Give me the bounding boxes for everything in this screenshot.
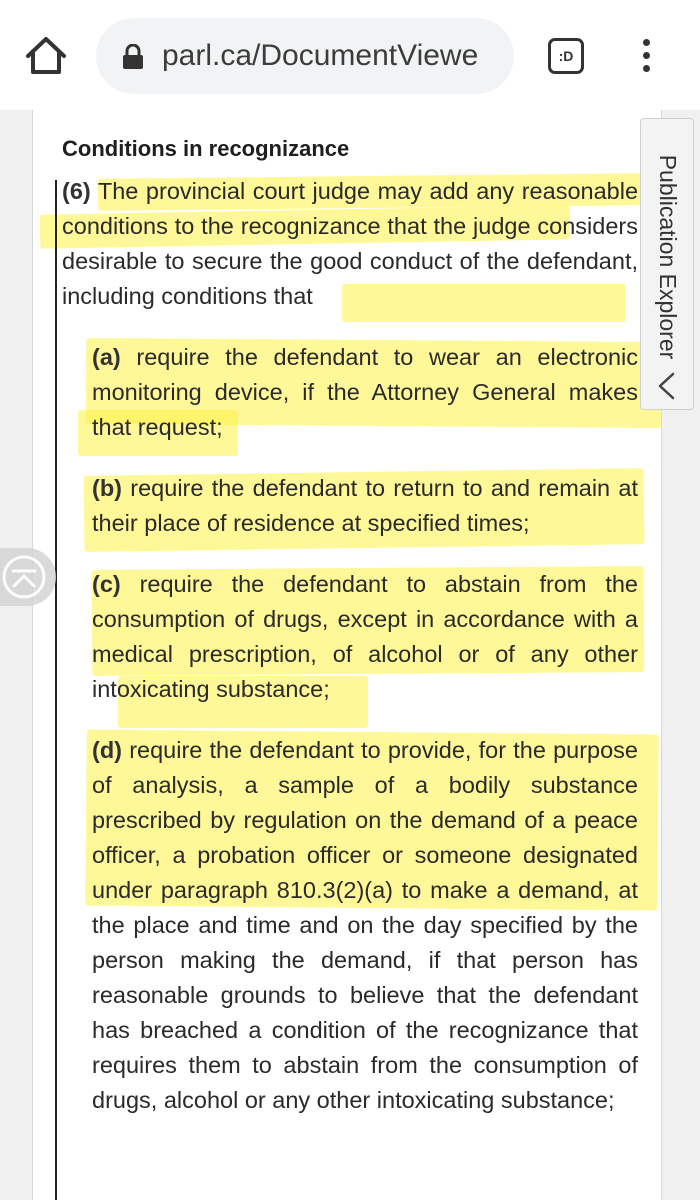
publication-explorer-label: Publication Explorer: [655, 154, 681, 360]
url-text[interactable]: parl.ca/DocumentViewe: [162, 39, 479, 72]
lock-icon: [122, 44, 144, 70]
publication-explorer-tab[interactable]: [640, 118, 694, 410]
subsection-marker: (6): [62, 178, 91, 204]
chevron-left-icon: [655, 371, 679, 401]
scroll-to-top-button[interactable]: [0, 548, 56, 606]
paragraph-text: require the defendant to provide, for the purpose of analysis, a sample of a bodily substance prescribed by regulation on the demand of a peace officer, a probation officer or someone designated under paragraph 810.3(2)(a) to make a demand, at the place and time and on the day specified by the person making the demand, if that person has reasonable grounds to believe that the defendant has breached a condition of the recognizance that requires them to abstain from the consumption of drugs, alcohol or any other intoxicating substance;: [92, 737, 639, 1113]
paragraph-text: require the defendant to wear an electronic monitoring device, if the Attorney General makes that request;: [92, 344, 638, 440]
paragraph-marker: (d): [92, 737, 123, 763]
subsection-text: The provincial court judge may add any reasonable conditions to the recognizance that the judge considers desirable to secure the good conduct of the defendant, including conditions that: [62, 178, 639, 309]
home-icon[interactable]: [22, 32, 70, 80]
tab-switcher-button[interactable]: :D: [548, 38, 584, 74]
section-rule: [55, 180, 57, 1200]
address-bar[interactable]: [96, 18, 514, 94]
paragraph-text: require the defendant to return to and remain at their place of residence at specified times;: [92, 475, 638, 536]
browser-toolbar: [0, 0, 700, 111]
more-options-icon[interactable]: [636, 36, 656, 76]
paragraph-marker: (b): [92, 475, 123, 501]
arrow-up-icon: [0, 548, 56, 606]
paragraph-marker: (c): [92, 571, 121, 597]
subsection-6: [62, 174, 638, 314]
section-heading: Conditions in recognizance: [62, 136, 350, 161]
paragraph-a: [92, 340, 638, 445]
paragraph-text: require the defendant to abstain from the consumption of drugs, except in accordance with a medical prescription, of alcohol or of any other intoxicating substance;: [92, 571, 638, 702]
paragraph-b: [92, 471, 638, 541]
paragraph-marker: (a): [92, 344, 121, 370]
paragraph-d: [92, 733, 638, 1118]
paragraph-c: [92, 567, 638, 707]
